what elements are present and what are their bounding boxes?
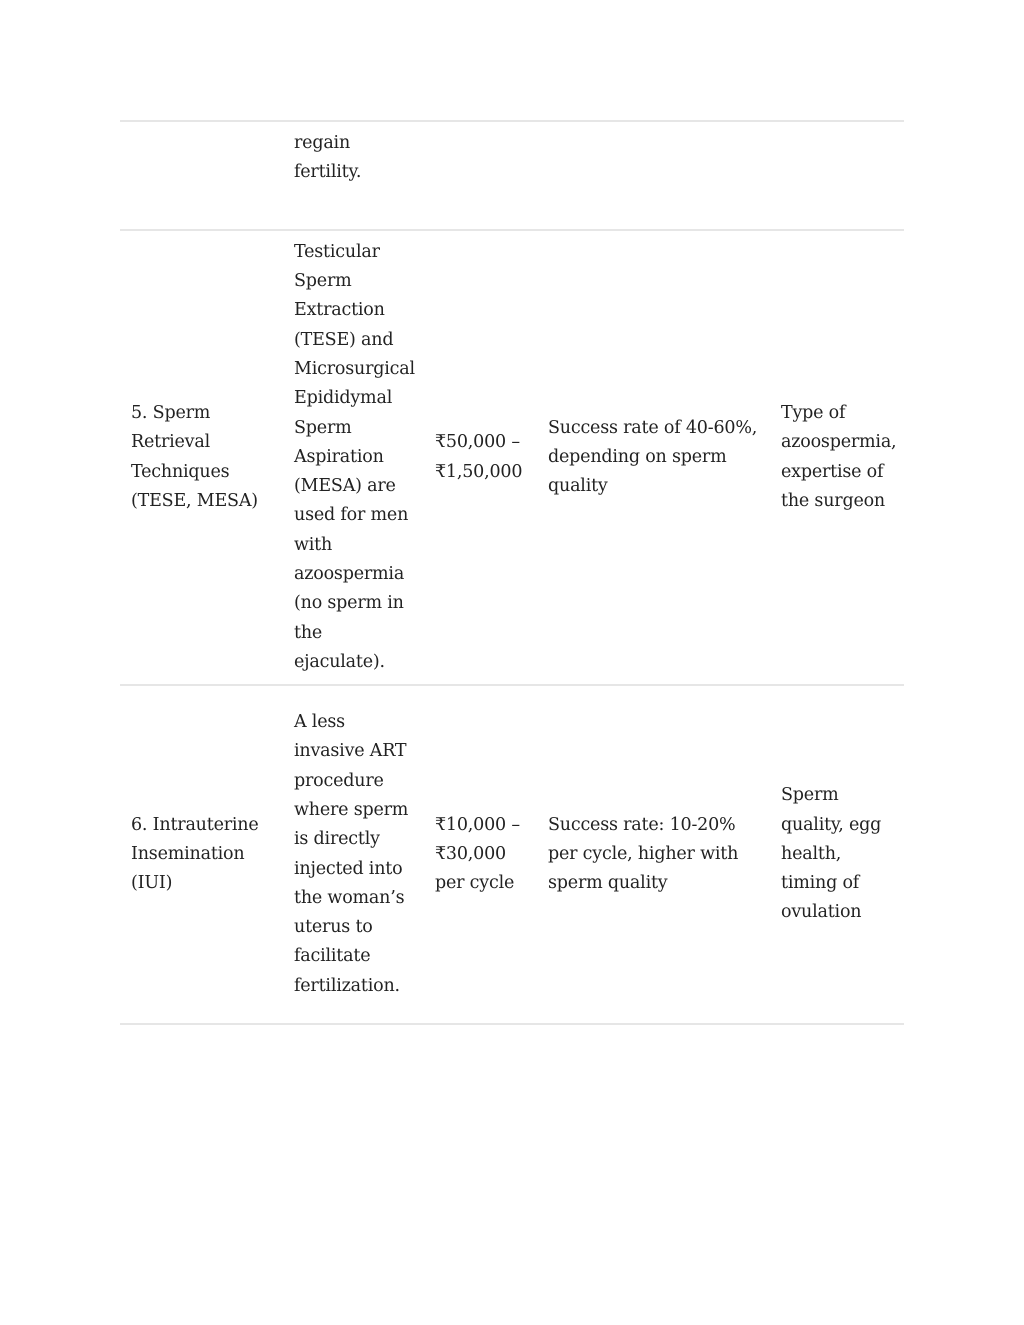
cost-cell: ₹10,000 – ₹30,000 per cycle xyxy=(435,814,520,894)
table-row xyxy=(120,121,904,230)
factors-cell: Type of azoospermia, expertise of the surgeon xyxy=(781,402,897,511)
treatment-cell xyxy=(120,121,283,230)
description-cell: Testicular Sperm Extraction (TESE) and Microsurgical Epididymal Sperm Aspiration (MESA) are used for men with azoospermia (no sperm in the ejaculate). xyxy=(294,241,415,672)
factors-cell xyxy=(770,121,904,230)
success-rate-cell: Success rate of 40-60%, depending on sperm quality xyxy=(548,417,758,497)
cost-cell: ₹50,000 – ₹1,50,000 xyxy=(435,432,523,482)
treatment-cost-table xyxy=(120,120,904,1025)
success-rate-cell: Success rate: 10-20% per cycle, higher with sperm quality xyxy=(548,814,739,894)
factors-cell: Sperm quality, egg health, timing of ovulation xyxy=(781,785,882,923)
description-cell: A less invasive ART procedure where sperm is directly injected into the woman’s uterus to facilitate fertilization. xyxy=(294,712,409,996)
table-row xyxy=(120,230,904,685)
treatment-cell: 6. Intrauterine Insemination (IUI) xyxy=(131,814,259,894)
description-cell: regain fertility. xyxy=(294,133,362,183)
cost-cell xyxy=(424,121,537,230)
treatment-cost-table-wrapper xyxy=(120,120,904,1025)
table-row xyxy=(120,685,904,1024)
success-rate-cell xyxy=(537,121,770,230)
treatment-cell: 5. Sperm Retrieval Techniques (TESE, MESA) xyxy=(131,402,258,511)
